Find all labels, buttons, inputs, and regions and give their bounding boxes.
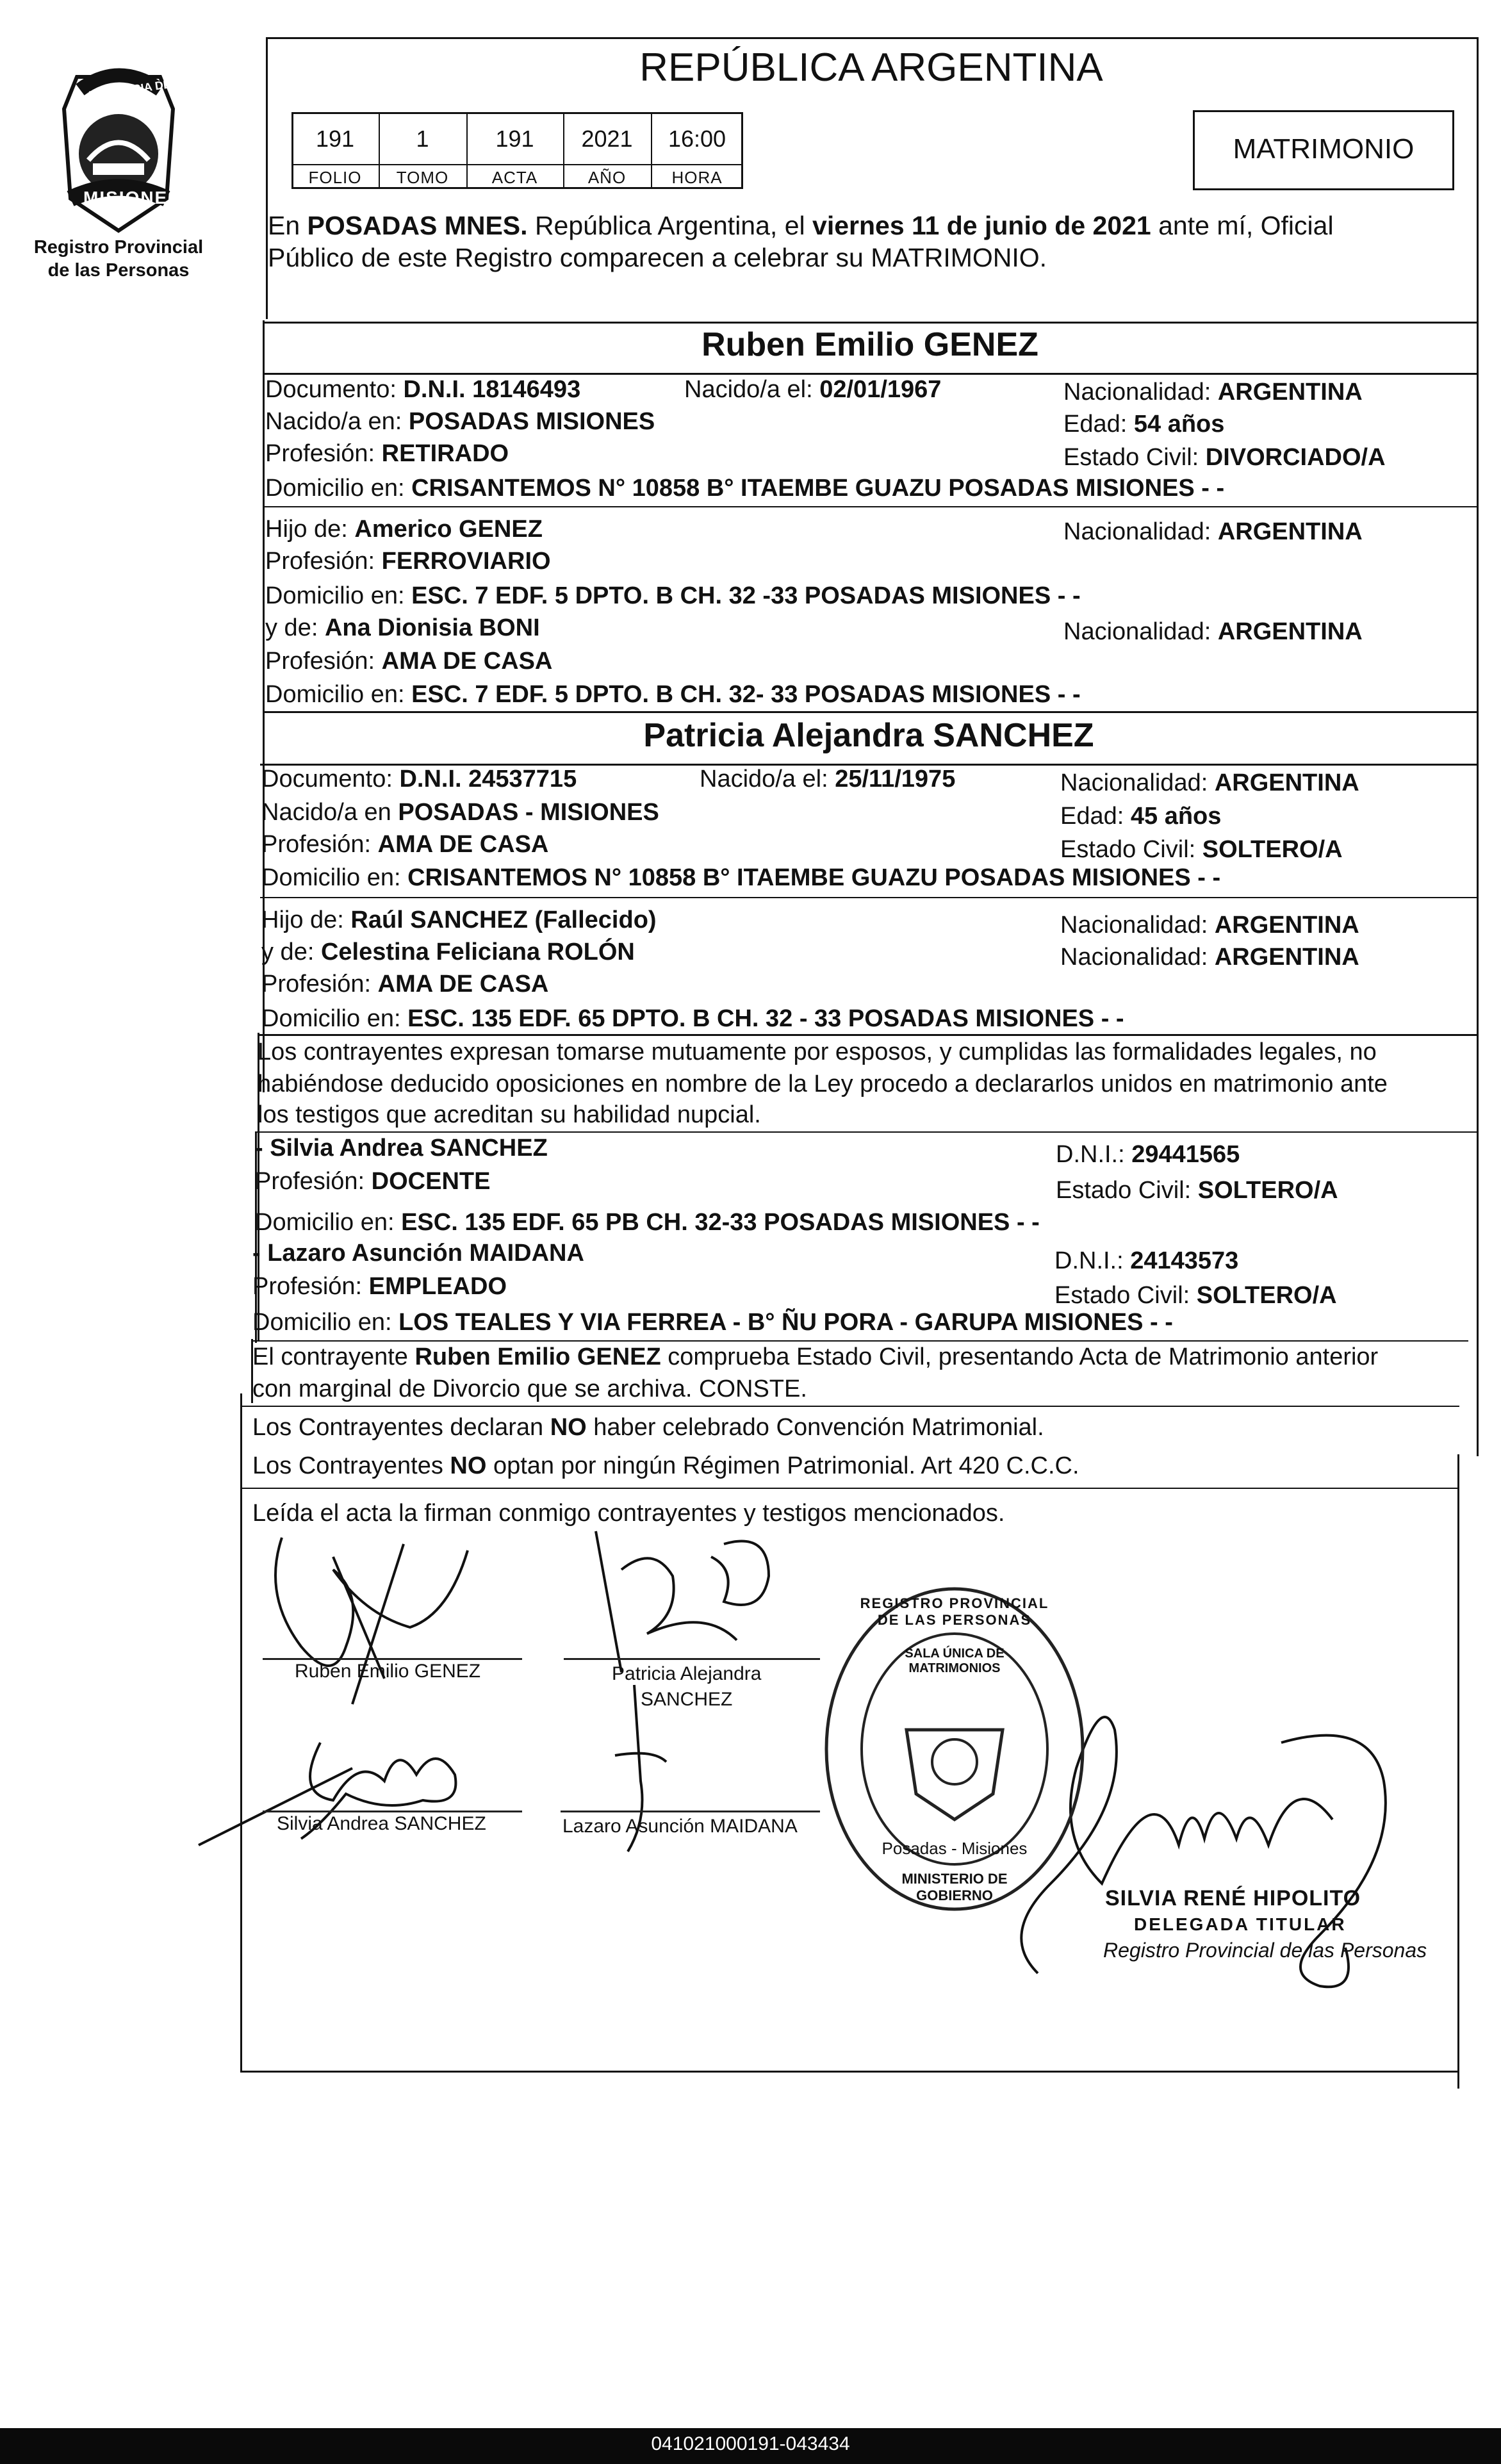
document-code: 041021000191-043434: [651, 2433, 850, 2454]
witness2-civil-status: Estado Civil: SOLTERO/A: [1054, 1282, 1337, 1309]
logo-text-bottom: MISIONES: [83, 188, 181, 208]
bride-father: Hijo de: Raúl SANCHEZ (Fallecido): [261, 907, 657, 933]
witness2-name: - Lazaro Asunción MAIDANA: [252, 1240, 584, 1267]
seal-city: Posadas - Misiones: [882, 1839, 1028, 1858]
groom-father-address: Domicilio en: ESC. 7 EDF. 5 DPTO. B CH. 32 -33 POSADAS MISIONES - -: [265, 582, 1081, 609]
bride-birthdate: Nacido/a el: 25/11/1975: [700, 766, 956, 793]
closing-statement: Leída el acta la firman conmigo contrayentes y testigos mencionados.: [252, 1500, 1005, 1527]
witness1-profession: Profesión: DOCENTE: [255, 1168, 491, 1195]
official-title: DELEGADA TITULAR: [1134, 1914, 1347, 1934]
bride-profession: Profesión: AMA DE CASA: [261, 831, 549, 858]
ceremony-date: viernes 11 de junio de 2021: [812, 211, 1151, 240]
regime-line2: Los Contrayentes NO optan por ningún Régimen Patrimonial. Art 420 C.C.C.: [252, 1452, 1079, 1479]
groom-birthplace: Nacido/a en: POSADAS MISIONES: [265, 408, 655, 435]
bride-signature-line: [564, 1658, 820, 1660]
bride-mother-address: Domicilio en: ESC. 135 EDF. 65 DPTO. B CH. 32 - 33 POSADAS MISIONES - -: [261, 1005, 1124, 1032]
groom-civil-status: Estado Civil: DIVORCIADO/A: [1063, 444, 1386, 471]
seal-icon: [820, 1582, 1089, 1916]
civil-status-note-line1: El contrayente Ruben Emilio GENEZ comprueba Estado Civil, presentando Acta de Matrimonio anterior: [252, 1343, 1379, 1370]
frame-bottom: [240, 2071, 1459, 2073]
bride-mother: y de: Celestina Feliciana ROLÓN: [261, 939, 635, 965]
bride-civil-status: Estado Civil: SOLTERO/A: [1060, 836, 1343, 863]
hour-label: HORA: [671, 168, 723, 187]
witness2-dni: D.N.I.: 24143573: [1054, 1247, 1239, 1274]
declaration-line1: Los contrayentes expresan tomarse mutuamente por esposos, y cumplidas las formalidades legales, no: [258, 1039, 1377, 1065]
witness2-address: Domicilio en: LOS TEALES Y VIA FERREA - B° ÑU PORA - GARUPA MISIONES - -: [252, 1309, 1173, 1336]
tomo-label: TOMO: [396, 168, 449, 187]
witness1-address: Domicilio en: ESC. 135 EDF. 65 PB CH. 32-33 POSADAS MISIONES - -: [255, 1209, 1040, 1236]
folio-label: FOLIO: [308, 168, 362, 187]
bride-mother-nationality: Nacionalidad: ARGENTINA: [1060, 944, 1359, 971]
bride-address: Domicilio en: CRISANTEMOS N° 10858 B° ITAEMBE GUAZU POSADAS MISIONES - -: [261, 864, 1221, 891]
groom-father-nationality: Nacionalidad: ARGENTINA: [1063, 518, 1363, 545]
groom-name: Ruben Emilio GENEZ: [701, 326, 1038, 363]
witness1-name: - Silvia Andrea SANCHEZ: [255, 1135, 548, 1162]
groom-mother: y de: Ana Dionisia BONI: [265, 614, 540, 641]
witness1-signature-line: [263, 1811, 522, 1812]
groom-mother-profession: Profesión: AMA DE CASA: [265, 648, 553, 675]
groom-mother-nationality: Nacionalidad: ARGENTINA: [1063, 618, 1363, 645]
provincial-logo: [38, 64, 199, 237]
civil-status-note-line2: con marginal de Divorcio que se archiva. CONSTE.: [252, 1376, 807, 1402]
groom-document: Documento: D.N.I. 18146493: [265, 376, 581, 403]
groom-age: Edad: 54 años: [1063, 411, 1225, 438]
groom-profession: Profesión: RETIRADO: [265, 440, 509, 467]
groom-signature-line: [263, 1658, 522, 1660]
bride-mother-profession: Profesión: AMA DE CASA: [261, 971, 549, 998]
bride-age: Edad: 45 años: [1060, 803, 1222, 830]
witness2-signature-line: [561, 1811, 820, 1812]
hour-value: 16:00: [668, 126, 726, 152]
declaration-line2: habiéndose deducido oposiciones en nombre de la Ley procedo a declararlos unidos en matrimonio ante: [258, 1071, 1388, 1097]
frame-right-lower: [1457, 1454, 1459, 2089]
witness1-civil-status: Estado Civil: SOLTERO/A: [1056, 1177, 1338, 1204]
registry-name-line2: de las Personas: [47, 260, 190, 281]
page-title: REPÚBLICA ARGENTINA: [639, 45, 1103, 90]
witness2-signature-name: Lazaro Asunción MAIDANA: [562, 1816, 798, 1837]
record-type: MATRIMONIO: [1233, 133, 1415, 165]
regime-line1: Los Contrayentes declaran NO haber celebrado Convención Matrimonial.: [252, 1414, 1044, 1441]
seal-outer-text: REGISTRO PROVINCIAL DE LAS PERSONAS: [860, 1595, 1049, 1628]
intro-line2: Público de este Registro comparecen a celebrar su MATRIMONIO.: [268, 243, 1047, 272]
official-office: Registro Provincial de las Personas: [1103, 1939, 1427, 1962]
official-name: SILVIA RENÉ HIPOLITO: [1105, 1886, 1361, 1910]
bride-signature-name-line2: SANCHEZ: [641, 1689, 733, 1710]
bride-document: Documento: D.N.I. 24537715: [261, 766, 577, 793]
bride-nationality: Nacionalidad: ARGENTINA: [1060, 769, 1359, 796]
bride-father-nationality: Nacionalidad: ARGENTINA: [1060, 912, 1359, 939]
logo-text-top: PROVINCIA DE: [88, 78, 172, 102]
bride-birthplace: Nacido/a en POSADAS - MISIONES: [261, 799, 659, 826]
acta-label: ACTA: [491, 168, 538, 187]
acta-value: 191: [495, 126, 534, 152]
witness1-dni: D.N.I.: 29441565: [1056, 1141, 1240, 1168]
groom-nationality: Nacionalidad: ARGENTINA: [1063, 379, 1363, 406]
ceremony-place: POSADAS MNES.: [307, 211, 528, 240]
intro-line1: En POSADAS MNES. República Argentina, el viernes 11 de junio de 2021 ante mí, Oficial: [268, 211, 1334, 240]
groom-mother-address: Domicilio en: ESC. 7 EDF. 5 DPTO. B CH. 32- 33 POSADAS MISIONES - -: [265, 681, 1081, 708]
registry-name-line1: Registro Provincial: [33, 237, 204, 258]
groom-birthdate: Nacido/a el: 02/01/1967: [684, 376, 942, 403]
witness2-profession: Profesión: EMPLEADO: [252, 1273, 507, 1300]
declaration-line3: los testigos que acreditan su habilidad nupcial.: [258, 1101, 761, 1128]
groom-father: Hijo de: Americo GENEZ: [265, 516, 543, 543]
seal-inner-text: SALA ÚNICA DE MATRIMONIOS: [905, 1647, 1005, 1675]
folio-value: 191: [315, 126, 355, 152]
year-label: AÑO: [587, 168, 627, 187]
groom-signature-name: Ruben Emilio GENEZ: [295, 1661, 481, 1682]
year-value: 2021: [581, 126, 633, 152]
witness1-signature-name: Silvia Andrea SANCHEZ: [277, 1813, 486, 1834]
seal-ministry: MINISTERIO DE GOBIERNO: [901, 1871, 1008, 1903]
groom-father-profession: Profesión: FERROVIARIO: [265, 548, 551, 575]
tomo-value: 1: [416, 126, 429, 152]
official-seal: [820, 1582, 1089, 1916]
frame-top: [266, 37, 1479, 39]
bride-signature-name-line1: Patricia Alejandra: [612, 1663, 762, 1684]
bride-name: Patricia Alejandra SANCHEZ: [643, 717, 1094, 754]
groom-address: Domicilio en: CRISANTEMOS N° 10858 B° ITAEMBE GUAZU POSADAS MISIONES - -: [265, 475, 1225, 502]
